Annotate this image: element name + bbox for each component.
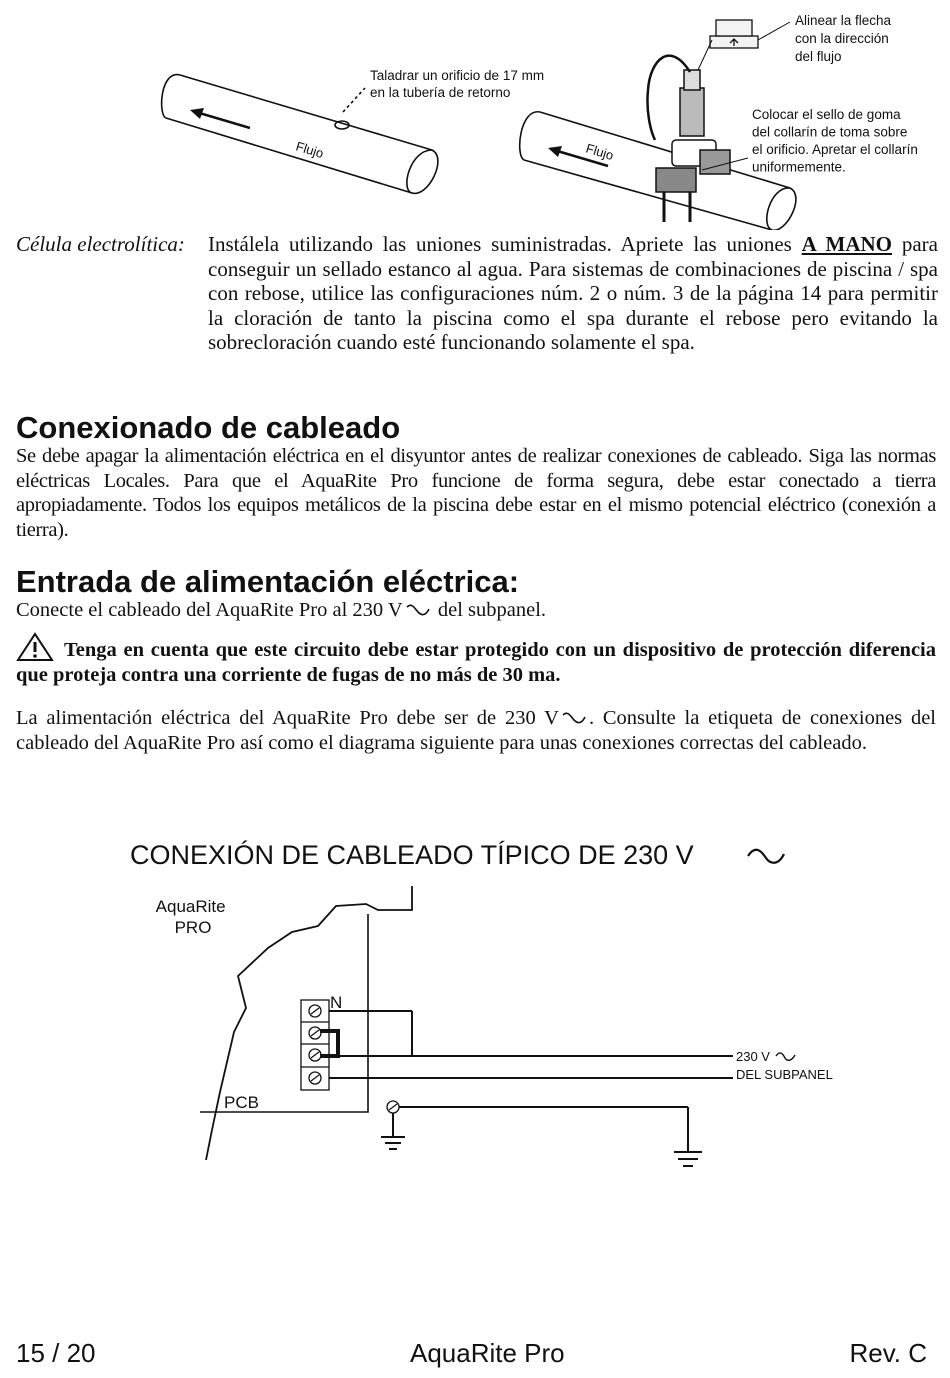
page-number: 15 / 20: [16, 1338, 96, 1368]
ac-symbol-icon: [748, 850, 784, 863]
power-heading: Entrada de alimentación eléctrica:: [16, 564, 520, 599]
warning-triangle-icon: [16, 632, 54, 662]
drill-label: Taladrar un orificio de 17 mm en la tubería de retorno: [370, 68, 545, 100]
ac-symbol-icon: [776, 1053, 795, 1060]
footer-product: AquaRite Pro: [410, 1338, 565, 1368]
supply-wires: [329, 1011, 733, 1144]
power-supply-text: La alimentación eléctrica del AquaRite Pro debe ser de 230 V . Consulte la etiqueta de conexiones del cableado del AquaRite Pro así como el diagrama siguiente para unas conexiones correctas del cableado.: [16, 707, 937, 754]
supply-label: 230 V DEL SUBPANEL: [736, 1049, 833, 1082]
ac-symbol-icon: [403, 603, 433, 617]
flow-label-right: Flujo: [584, 140, 616, 164]
wiring-text: Se debe apagar la alimentación eléctrica en el disyuntor antes de realizar conexiones de cableado. Siga las normas eléctricas Locales. Para que el AquaRite Pro funcione de forma segura, debe estar conectado a tierra apropiadamente. Todos los equipos metálicos de la piscina debe estar en el mismo potencial eléctrico (conexión a tierra).: [16, 445, 936, 541]
power-connect-text: Conecte el cableado del AquaRite Pro al 230 V del subpanel.: [16, 599, 547, 621]
align-leader: [758, 22, 790, 40]
saddle-clamp: [656, 70, 730, 222]
align-label: Alinear la flecha con la dirección del flujo: [795, 13, 892, 64]
leakage-warning: Tenga en cuenta que este circuito debe estar protegido con un dispositivo de protección diferencia que proteja contra una corriente de fugas de no más de 30 ma.: [16, 632, 936, 687]
pcb-outline: [200, 914, 368, 1112]
wiring-heading: Conexionado de cableado: [16, 410, 401, 445]
ac-symbol-icon: [559, 711, 589, 725]
cell-label: Célula electrolítica:: [16, 232, 185, 256]
neutral-label: N: [330, 993, 343, 1012]
flow-arrow-left: [190, 108, 250, 128]
by-hand-emphasis: A MANO: [801, 232, 893, 256]
flow-direction-fitting: [710, 20, 758, 48]
cell-section: [16, 232, 938, 355]
installation-figure: [0, 0, 950, 230]
diagram-title: CONEXIÓN DE CABLEADO TÍPICO DE 230 V: [130, 840, 694, 870]
flow-label-left: Flujo: [294, 138, 326, 162]
subpanel-ground-icon: [674, 1144, 702, 1166]
ground-screw: [387, 1101, 399, 1113]
pcb-label: PCB: [224, 1093, 259, 1112]
footer-revision: Rev. C: [849, 1338, 927, 1368]
cell-instructions: Instálela utilizando las uniones suministradas. Apriete las uniones A MANO para conseguir un sellado estanco al agua. Para sistemas de combinaciones de piscina / spa con rebose, utilice las configuraciones núm. 2 o núm. 3 de la página 14 para permitir la cloración de tanto la piscina como el spa durante el rebose pero evitando la sobrecloración cuando esté funcionando solamente el spa.: [208, 232, 938, 354]
seal-label: Colocar el sello de goma del collarín de toma sobre el orificio. Apretar el collarín uniformemente.: [752, 107, 918, 175]
ground-icon: [381, 1137, 405, 1149]
device-label: AquaRite PRO: [155, 897, 226, 937]
terminal-block: [301, 1000, 329, 1090]
wiring-diagram: [0, 830, 950, 1190]
